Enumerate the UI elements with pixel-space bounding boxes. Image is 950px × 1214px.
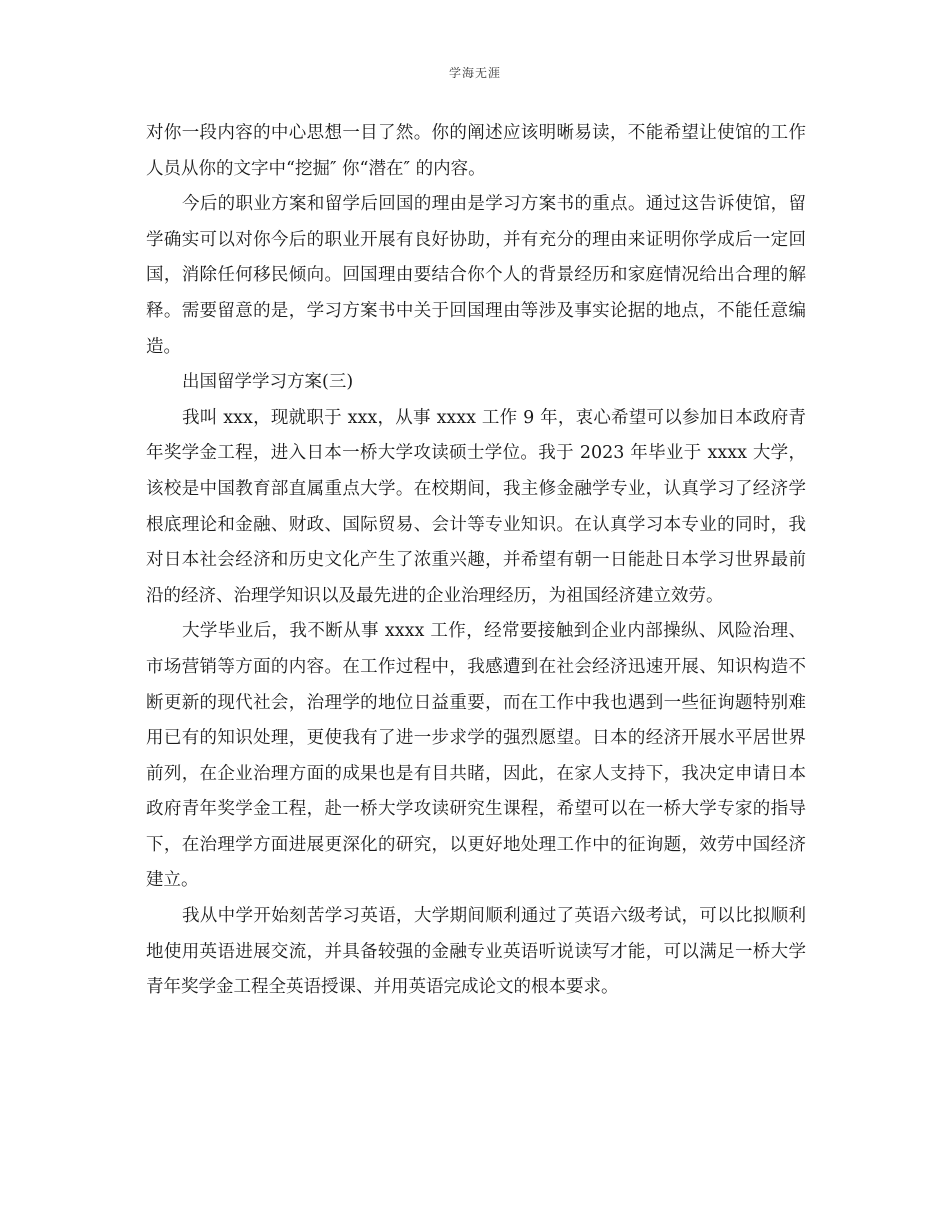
page-header: 学海无涯 <box>448 66 501 80</box>
paragraph-career-plan: 今后的职业方案和留学后回国的理由是学习方案书的重点。通过这告诉使馆，留学确实可以对你今后的职业开展有良好协助，并有充分的理由来证明你学成后一定回国，消除任何移民倾向。回国理由要结合你个人的背景经历和家庭情况给出合理的解释。需要留意的是，学习方案书中关于回国理由等涉及事实论据的地点，不能任意编造。 <box>146 194 806 357</box>
paragraph-introduction: 我叫 xxx，现就职于 xxx，从事 xxxx 工作 9 年，衷心希望可以参加日本政府青年奖学金工程，进入日本一桥大学攻读硕士学位。我于 2023 年毕业于 xxxx 大学，该校是中国教育部直属重点大学。在校期间，我主修金融学专业，认真学习了经济学根底理论和金融、财政、国际贸易、会计等专业知识。在认真学习本专业的同时，我对日本社会经济和历史文化产生了浓重兴趣，并希望有朝一日能赴日本学习世界最前沿的经济、治理学知识以及最先进的企业治理经历，为祖国经济建立效劳。 <box>146 407 806 606</box>
paragraph-continuation: 对你一段内容的中心思想一目了然。你的阐述应该明晰易读，不能希望让使馆的工作人员从你的文字中“挖掘″ 你“潜在″ 的内容。 <box>146 123 806 179</box>
paragraph-english-ability: 我从中学开始刻苦学习英语，大学期间顺利通过了英语六级考试，可以比拟顺利地使用英语进展交流，并具备较强的金融专业英语听说读写才能，可以满足一桥大学青年奖学金工程全英语授课、并用英语完成论文的根本要求。 <box>146 906 806 998</box>
section-heading: 出国留学学习方案(三) <box>182 372 354 393</box>
document-body <box>146 116 806 1006</box>
paragraph-work-experience: 大学毕业后，我不断从事 xxxx 工作，经常要接触到企业内部操纵、风险治理、市场营销等方面的内容。在工作过程中，我感遭到在社会经济迅速开展、知识构造不断更新的现代社会，治理学的地位日益重要，而在工作中我也遇到一些征询题特别难用已有的知识处理，更使我有了进一步求学的强烈愿望。日本的经济开展水平居世界前列，在企业治理方面的成果也是有目共睹，因此，在家人支持下，我决定申请日本政府青年奖学金工程，赴一桥大学攻读研究生课程，希望可以在一桥大学专家的指导下，在治理学方面进展更深化的研究，以更好地处理工作中的征询题，效劳中国经济建立。 <box>146 621 806 891</box>
